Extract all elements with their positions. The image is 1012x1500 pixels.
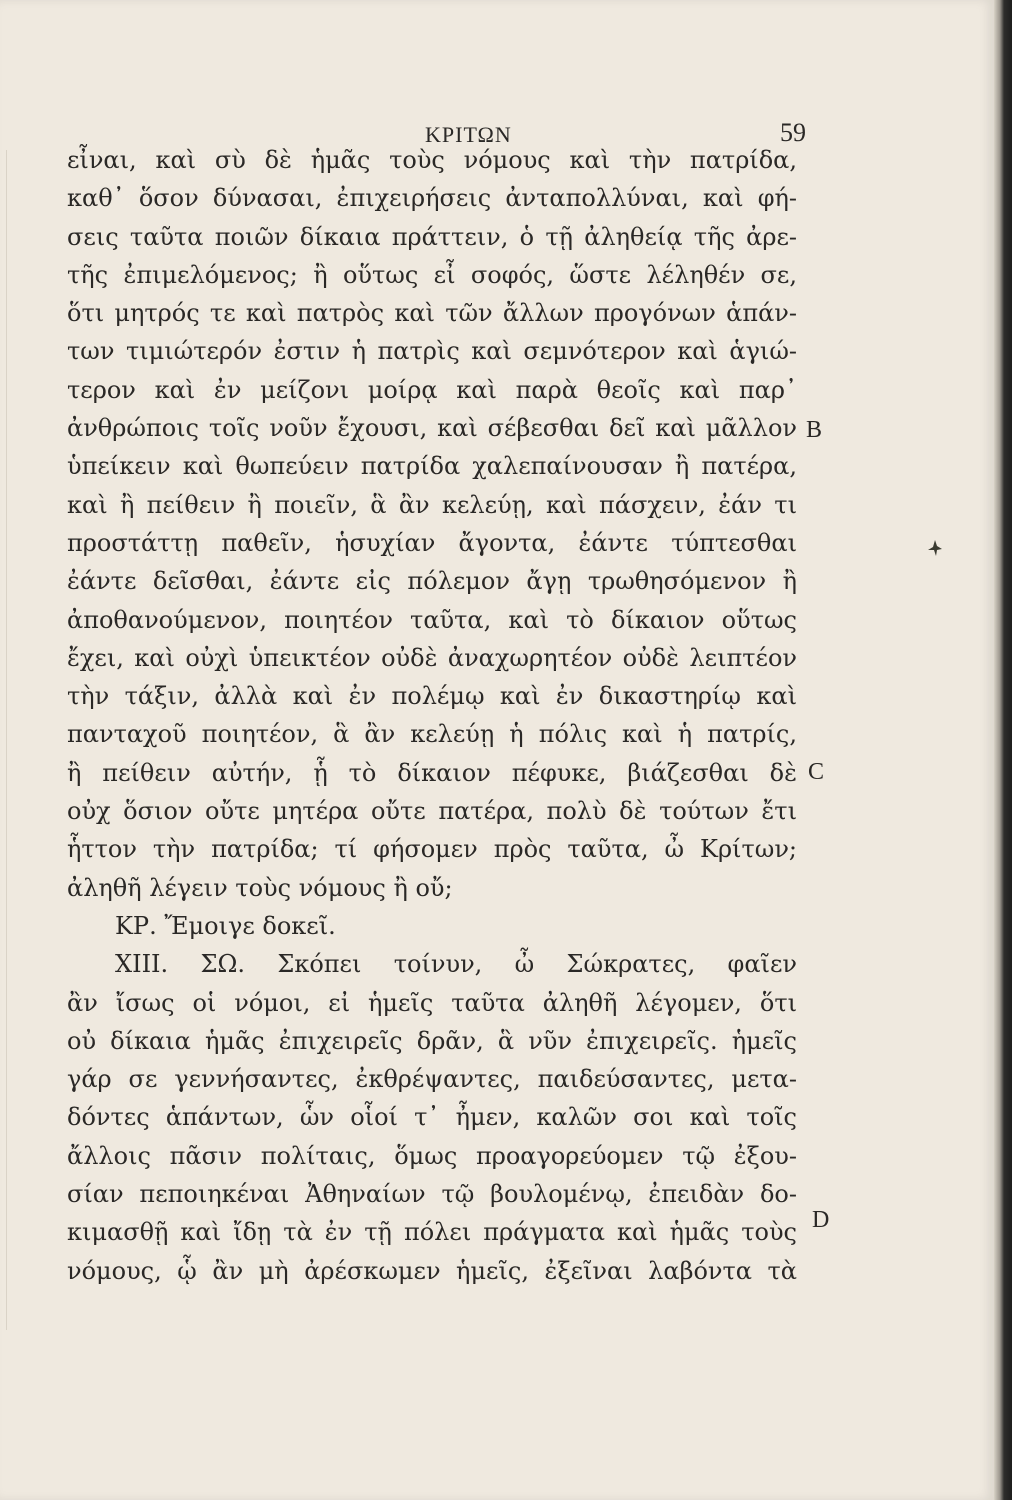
margin-marker-b: B: [806, 417, 823, 443]
section-heading-line: XIII. ΣΩ. Σκόπει τοίνυν, ὦ Σώκρατες, φαῖεν: [115, 950, 797, 979]
text-line: ὅτι μητρός τε καὶ πατρὸς καὶ τῶν ἄλλων προγόνων ἁπάν-: [67, 299, 797, 328]
text-line: ἧττον τὴν πατρίδα; τί φήσομεν πρὸς ταῦτα, ὦ Κρίτων;: [67, 835, 797, 864]
text-body: [67, 141, 797, 1290]
running-head: ΚΡΙΤΩΝ: [425, 122, 512, 147]
ink-blot-icon: [928, 540, 942, 556]
text-line: ἀποθανούμενον, ποιητέον ταῦτα, καὶ τὸ δίκαιον οὕτως: [67, 605, 797, 634]
text-line: ἄλλοις πᾶσιν πολίταις, ὅμως προαγορεύομεν τῷ ἐξου-: [67, 1141, 797, 1170]
text-line: ὑπείκειν καὶ θωπεύειν πατρίδα χαλεπαίνουσαν ἢ πατέρα,: [67, 452, 797, 481]
margin-marker-d: D: [812, 1207, 830, 1233]
text-line: τερον καὶ ἐν μείζονι μοίρᾳ καὶ παρὰ θεοῖς καὶ παρ᾽: [67, 375, 797, 404]
text-line: προστάττῃ παθεῖν, ἡσυχίαν ἄγοντα, ἐάντε τύπτεσθαι: [67, 528, 797, 557]
text-line: ἢ πείθειν αὐτήν, ᾗ τὸ δίκαιον πέφυκε, βιάζεσθαι δὲ: [67, 758, 797, 787]
text-line: σίαν πεποιηκέναι Ἀθηναίων τῷ βουλομένῳ, ἐπειδὰν δο-: [67, 1180, 797, 1209]
text-line: δόντες ἁπάντων, ὧν οἷοί τ᾽ ἦμεν, καλῶν σοι καὶ τοῖς: [67, 1103, 797, 1132]
text-line: σεις ταῦτα ποιῶν δίκαια πράττειν, ὁ τῇ ἀληθείᾳ τῆς ἀρε-: [67, 222, 797, 251]
page-binding-edge: [994, 0, 1012, 1500]
margin-marker-c: C: [808, 759, 825, 785]
text-line: οὐχ ὅσιον οὔτε μητέρα οὔτε πατέρα, πολὺ δὲ τούτων ἔτι: [67, 797, 797, 826]
text-line: οὐ δίκαια ἡμᾶς ἐπιχειρεῖς δρᾶν, ἃ νῦν ἐπιχειρεῖς. ἡμεῖς: [67, 1026, 797, 1055]
page-edge-line: [6, 150, 7, 1330]
text-line: ἐάντε δεῖσθαι, ἐάντε εἰς πόλεμον ἄγῃ τρωθησόμενον ἢ: [67, 567, 797, 596]
text-line: ἀνθρώποις τοῖς νοῦν ἔχουσι, καὶ σέβεσθαι δεῖ καὶ μᾶλλον: [67, 414, 797, 443]
speaker-reply: ΚΡ. Ἔμοιγε δοκεῖ.: [115, 911, 336, 940]
text-line: ἀληθῆ λέγειν τοὺς νόμους ἢ οὔ;: [67, 873, 453, 902]
text-line: τῆς ἐπιμελόμενος; ἢ οὕτως εἶ σοφός, ὥστε λέληθέν σε,: [67, 260, 797, 289]
page-number: 59: [780, 118, 806, 147]
text-line: καθ᾽ ὅσον δύνασαι, ἐπιχειρήσεις ἀνταπολλύναι, καὶ φή-: [67, 184, 797, 213]
text-line: των τιμιώτερόν ἐστιν ἡ πατρὶς καὶ σεμνότερον καὶ ἁγιώ-: [67, 337, 797, 366]
text-line: ἔχει, καὶ οὐχὶ ὑπεικτέον οὐδὲ ἀναχωρητέον οὐδὲ λειπτέον: [67, 643, 797, 672]
text-line: κιμασθῇ καὶ ἴδῃ τὰ ἐν τῇ πόλει πράγματα καὶ ἡμᾶς τοὺς: [67, 1218, 797, 1247]
text-line: εἶναι, καὶ σὺ δὲ ἡμᾶς τοὺς νόμους καὶ τὴν πατρίδα,: [67, 146, 797, 174]
text-line: καὶ ἢ πείθειν ἢ ποιεῖν, ἃ ἂν κελεύῃ, καὶ πάσχειν, ἐάν τι: [67, 490, 797, 519]
text-line: γάρ σε γεννήσαντες, ἐκθρέψαντες, παιδεύσαντες, μετα-: [67, 1065, 797, 1094]
text-line: ἂν ἴσως οἱ νόμοι, εἰ ἡμεῖς ταῦτα ἀληθῆ λέγομεν, ὅτι: [67, 988, 797, 1017]
text-line: τὴν τάξιν, ἀλλὰ καὶ ἐν πολέμῳ καὶ ἐν δικαστηρίῳ καὶ: [67, 682, 797, 711]
text-line: πανταχοῦ ποιητέον, ἃ ἂν κελεύῃ ἡ πόλις καὶ ἡ πατρίς,: [67, 720, 797, 749]
text-line: νόμους, ᾧ ἂν μὴ ἀρέσκωμεν ἡμεῖς, ἐξεῖναι λαβόντα τὰ: [67, 1256, 797, 1285]
